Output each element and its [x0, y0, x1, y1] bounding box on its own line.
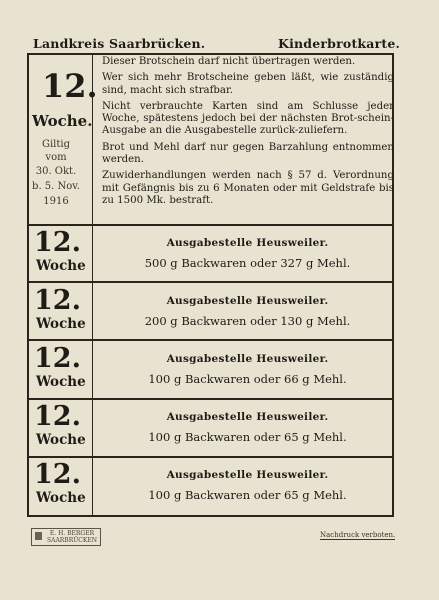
coupon-rule-1: [27, 224, 394, 226]
coupon-1-week: Woche: [36, 258, 86, 274]
coupon-rule-3: [27, 339, 394, 341]
valid-label: Giltig: [41, 139, 70, 150]
valid-to-date: b. 5. Nov.: [32, 181, 80, 192]
coupon-3-office: Ausgabestelle Heusweiler.: [166, 353, 329, 365]
coupon-4-office: Ausgabestelle Heusweiler.: [166, 411, 329, 423]
coupon-3-ration: 100 g Backwaren oder 66 g Mehl.: [148, 372, 347, 386]
printer-logo-icon: [35, 532, 42, 540]
coupon-5-office: Ausgabestelle Heusweiler.: [166, 469, 329, 481]
printer-name: E. H. BERGER: [49, 530, 95, 537]
coupon-2-number: 12.: [34, 285, 81, 316]
coupon-4-ration: 100 g Backwaren oder 65 g Mehl.: [148, 430, 347, 444]
coupon-1-number: 12.: [34, 227, 81, 258]
coupon-2-office: Ausgabestelle Heusweiler.: [166, 295, 329, 307]
valid-from-date: 30. Okt.: [35, 166, 77, 177]
valid-year: 1916: [43, 196, 69, 207]
coupon-rule-4: [27, 398, 394, 400]
rule-cash-only: Brot und Mehl darf nur gegen Barzahlung entnommen werden.: [102, 141, 394, 166]
coupon-2-ration: 200 g Backwaren oder 130 g Mehl.: [144, 314, 351, 328]
card-title: Kinderbrotkarte.: [278, 36, 401, 51]
coupon-3-number: 12.: [34, 343, 81, 374]
coupon-4-week: Woche: [36, 432, 86, 448]
printer-imprint: [31, 528, 101, 546]
district-title: Landkreis Saarbrücken.: [33, 36, 206, 51]
coupon-1-office: Ausgabestelle Heusweiler.: [166, 237, 329, 249]
coupon-3-week: Woche: [36, 374, 86, 390]
rule-no-excess: Wer sich mehr Brotscheine geben läßt, wie zuständig sind, macht sich strafbar.: [102, 72, 394, 96]
coupon-rule-5: [27, 456, 394, 458]
coupon-5-week: Woche: [36, 490, 86, 506]
valid-from-label: vom: [45, 152, 67, 163]
coupon-5-number: 12.: [34, 459, 81, 490]
rule-penalty: Zuwiderhandlungen werden nach § 57 d. Verordnung mit Gefängnis bis zu 6 Monaten oder mit Geldstrafe bis zu 1500 Mk. bestraft.: [102, 170, 394, 206]
rule-no-transfer: Dieser Brotschein darf nicht übertragen werden.: [102, 56, 356, 67]
coupon-5-ration: 100 g Backwaren oder 65 g Mehl.: [148, 488, 347, 502]
rules-text: [102, 56, 394, 207]
frame-top-rule: [27, 53, 394, 55]
coupon-2-week: Woche: [36, 316, 86, 332]
printer-city: SAARBRÜCKEN: [47, 537, 97, 544]
frame-left-rule: [27, 53, 29, 517]
reprint-notice: Nachdruck verboten.: [320, 531, 396, 539]
frame-bottom-rule: [27, 515, 394, 517]
coupon-rule-2: [27, 281, 394, 283]
coupon-1-ration: 500 g Backwaren oder 327 g Mehl.: [144, 256, 351, 270]
week-label: Woche.: [32, 112, 93, 130]
rule-return-cards: Nicht verbrauchte Karten sind am Schlusse jeder Woche, spätestens jedoch bei der nächsten Brot-schein-Ausgabe an die Ausgabestelle zurück-zuliefern.: [102, 100, 394, 137]
week-number: 12.: [42, 67, 98, 105]
coupon-4-number: 12.: [34, 401, 81, 432]
